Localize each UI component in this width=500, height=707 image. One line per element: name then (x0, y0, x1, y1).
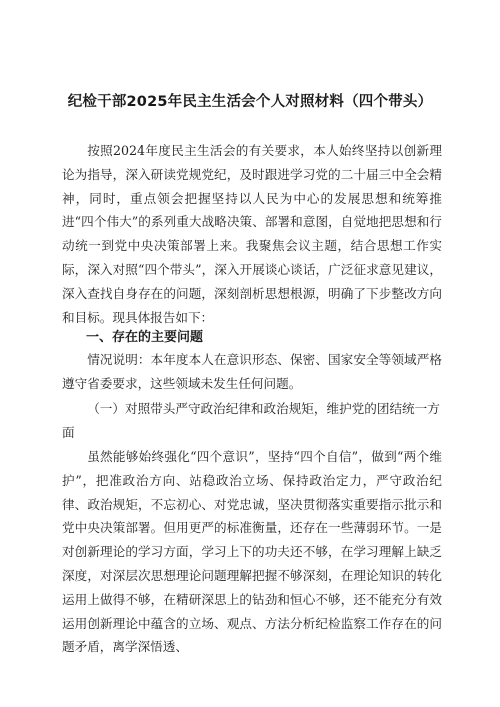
subsection-body-paragraph: 虽然能够始终强化“四个意识”，坚持“四个自信”，做到“两个维护”，把准政治方向、站稳政治立场、保持政治定力，严守政治纪律、政治规矩，不忘初心、对党忠诚，坚决贯彻落实重要指示批示和党中央决策部署。但用更严的标准衡量，还存在一些薄弱环节。一是对创新理论的学习方面，学习上下的功夫还不够，在学习理解上缺乏深度，对深层次思想理论问题理解把握不够深刻，在理论知识的转化运用上做得不够，在精研深思上的钻劲和恒心不够，还不能充分有效运用创新理论中蕴含的立场、观点、方法分析纪检监察工作存在的问题矛盾，离学深悟透、 (62, 449, 442, 655)
document-title: 纪检干部2025年民主生活会个人对照材料（四个带头） (67, 94, 433, 110)
intro-paragraph: 按照2024年度民主生活会的有关要求，本人始终坚持以创新理论为指导，深入研读党规党纪，及时跟进学习党的二十届三中全会精神，同时，重点领会把握坚持以人民为中心的发展思想和统筹推进“四个伟大”的系列重大战略决策、部署和意图，自觉地把思想和行动统一到党中央决策部署上来。我聚焦会议主题，结合思想工作实际，深入对照“四个带头”，深入开展谈心谈话，广泛征求意见建议，深入查找自身存在的问题，深刻剖析思想根源，明确了下步整改方向和目标。现具体报告如下： (62, 143, 442, 325)
subsection-heading-political-discipline: （一）对照带头严守政治纪律和政治规矩，维护党的团结统一方面 (62, 401, 440, 440)
situation-note-paragraph: 情况说明：本年度本人在意识形态、保密、国家安全等领域严格遵守省委要求，这些领域未发生任何问题。 (62, 352, 442, 391)
section-heading-main-problems: 一、存在的主要问题 (86, 330, 204, 345)
